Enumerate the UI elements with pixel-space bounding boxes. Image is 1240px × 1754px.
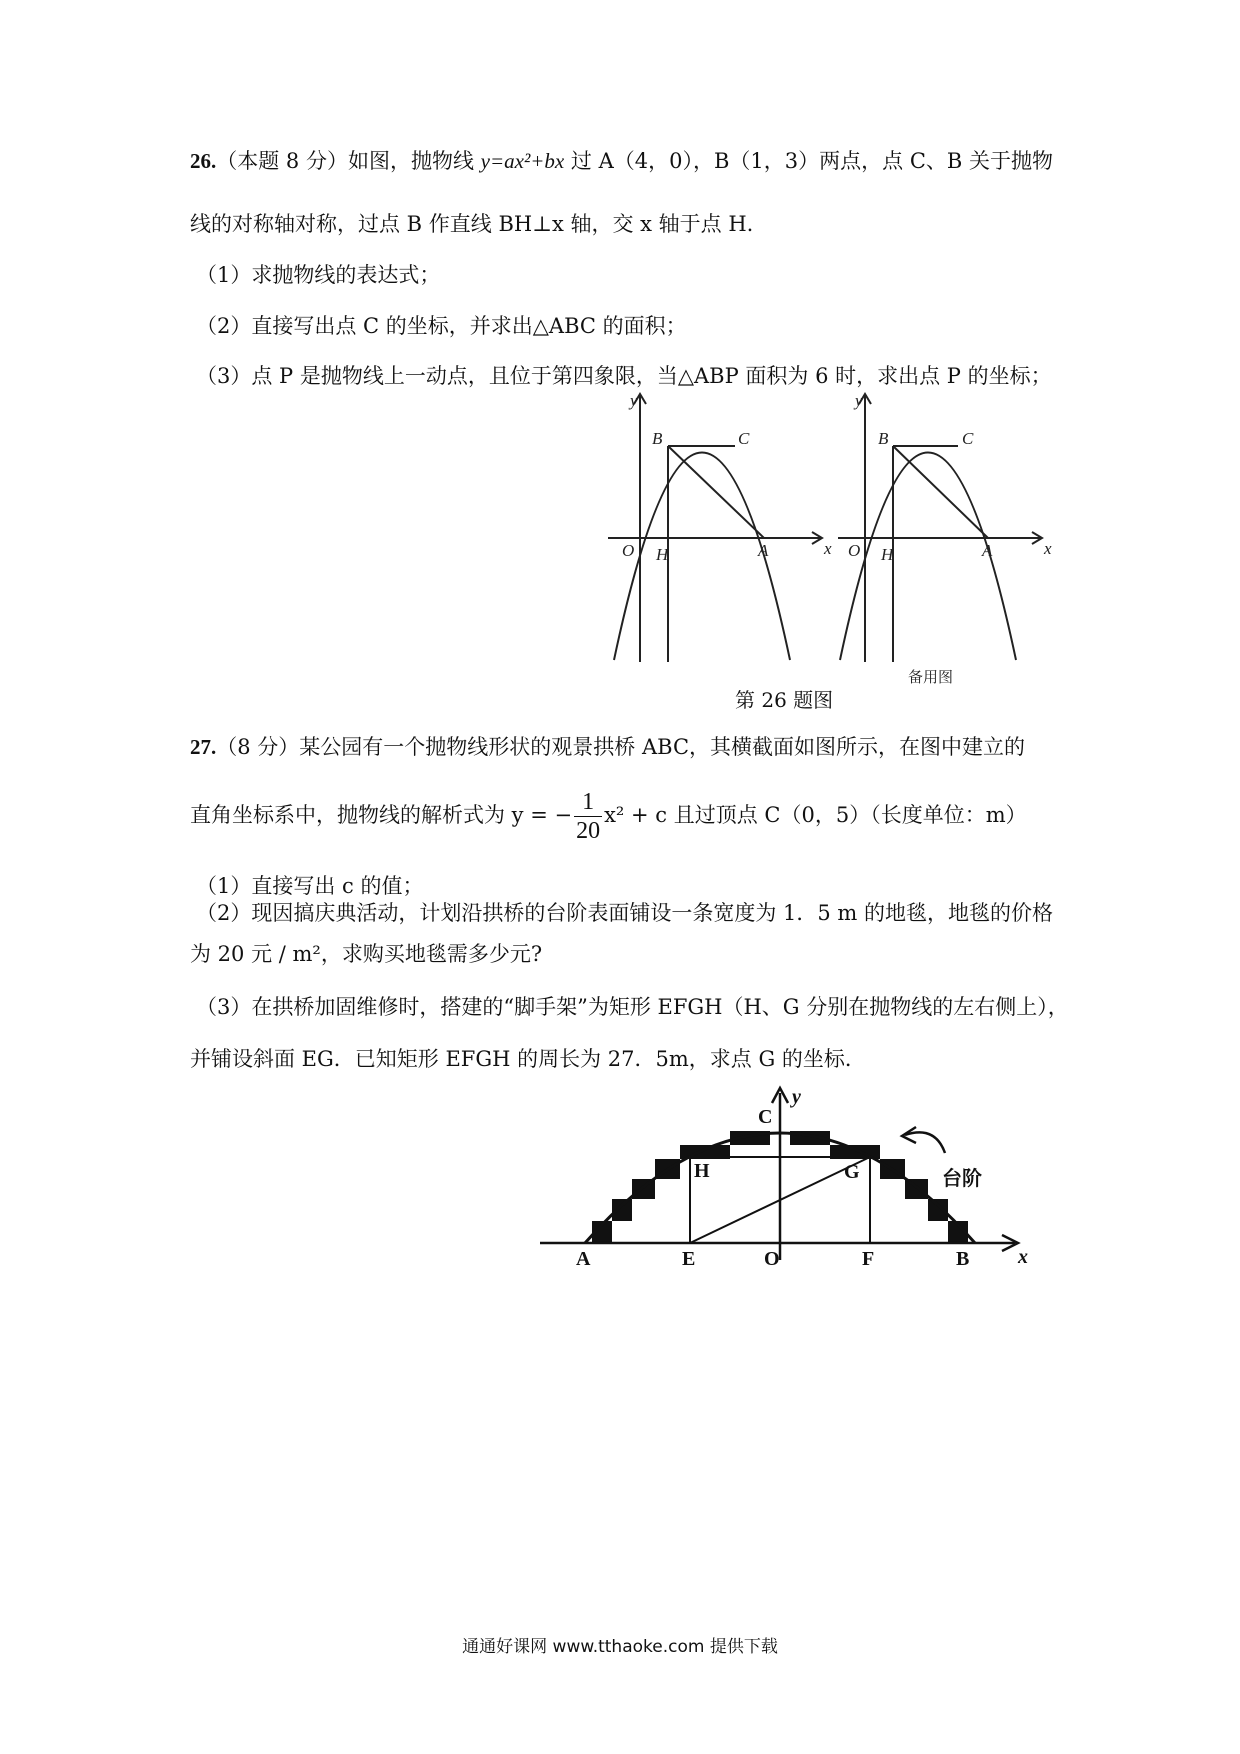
- q26-equation: y=ax²+bx: [480, 149, 565, 173]
- q27-part-3-line-2: 并铺设斜面 EG．已知矩形 EFGH 的周长为 27．5m，求点 G 的坐标．: [190, 1047, 866, 1071]
- q27-fraction-numerator: 1: [574, 788, 602, 817]
- label-c: C: [758, 1106, 773, 1128]
- label-a: A: [982, 541, 993, 560]
- x-axis-label: x: [824, 539, 832, 558]
- steps-pointer-arrow: [905, 1132, 945, 1153]
- label-a: A: [576, 1248, 591, 1270]
- y-axis-label: y: [792, 1086, 801, 1108]
- label-a: A: [758, 541, 769, 560]
- q26-line-2: 线的对称轴对称，过点 B 作直线 BH⊥x 轴，交 x 轴于点 H.: [190, 212, 754, 236]
- q26-figure: [600, 390, 1060, 710]
- q27-part-2-line-2: 为 20 元 / m²，求购买地毯需多少元?: [190, 942, 543, 966]
- q26-text-1b: 过 A（4，0），B（1，3）两点，点 C、B 关于抛物: [564, 149, 1053, 173]
- q26-graph-backup: [838, 394, 1042, 662]
- q26-part-3: （3）点 P 是抛物线上一动点，且位于第四象限，当△ABP 面积为 6 时，求出点 P 的坐标；: [196, 364, 1052, 388]
- q26-text-1a: （本题 8 分）如图，抛物线: [216, 149, 481, 173]
- x-axis-label: x: [1044, 539, 1052, 558]
- backup-figure-caption: 备用图: [908, 670, 954, 686]
- x-axis-label: x: [1018, 1246, 1028, 1268]
- label-c: C: [962, 429, 974, 448]
- q27-line-1: [190, 732, 1025, 762]
- q27-part-2-line-1-visible: （2）现因搞庆典活动，计划沿拱桥的台阶表面铺设一条宽度为 1．5 m 的地毯，地毯的价格: [196, 901, 1054, 925]
- label-b: B: [956, 1248, 970, 1270]
- label-h: H: [881, 545, 894, 564]
- segment-ba: [893, 446, 988, 538]
- q27-fraction: [574, 788, 602, 845]
- q27-number: 27.: [190, 735, 217, 759]
- y-axis-label: y: [630, 391, 638, 410]
- label-o: O: [622, 541, 635, 560]
- q27-part-3-line-1: （3）在拱桥加固维修时，搭建的“脚手架”为矩形 EFGH（H、G 分别在抛物线的左右侧上），: [196, 995, 1069, 1019]
- q26-line-1: [190, 146, 1053, 176]
- q26-part-2: （2）直接写出点 C 的坐标，并求出△ABC 的面积；: [196, 314, 687, 338]
- q27-line-2: [190, 785, 1027, 845]
- y-axis-label: y: [855, 391, 863, 410]
- label-b: B: [878, 429, 889, 448]
- label-steps: 台阶: [942, 1168, 982, 1190]
- label-h: H: [656, 545, 669, 564]
- q27-text-1: （8 分）某公园有一个抛物线形状的观景拱桥 ABC，其横截面如图所示，在图中建立的: [216, 735, 1026, 759]
- label-b: B: [652, 429, 663, 448]
- q27-figure: [540, 1085, 1040, 1275]
- q26-number: 26.: [190, 149, 217, 173]
- label-c: C: [738, 429, 750, 448]
- q27-fraction-denominator: 20: [576, 818, 601, 844]
- page-footer: 通通好课网 www.tthaoke.com 提供下载: [462, 1637, 778, 1657]
- q27-part-1: （1）直接写出 c 的值；: [196, 874, 424, 898]
- q27-text-2a: 直角坐标系中，抛物线的解析式为 y = −: [190, 803, 573, 827]
- label-h: H: [694, 1160, 710, 1182]
- label-g: G: [844, 1161, 860, 1183]
- segment-ba: [668, 446, 764, 538]
- q26-part-1: （1）求抛物线的表达式；: [196, 263, 441, 287]
- label-o: O: [764, 1248, 780, 1270]
- label-e: E: [682, 1248, 696, 1270]
- q26-figure-caption: 第 26 题图: [735, 688, 834, 712]
- label-f: F: [862, 1248, 875, 1270]
- label-o: O: [848, 541, 861, 560]
- q26-graph-main: [608, 394, 822, 662]
- q27-text-2b: x² + c 且过顶点 C（0，5）（长度单位：m）: [604, 803, 1027, 827]
